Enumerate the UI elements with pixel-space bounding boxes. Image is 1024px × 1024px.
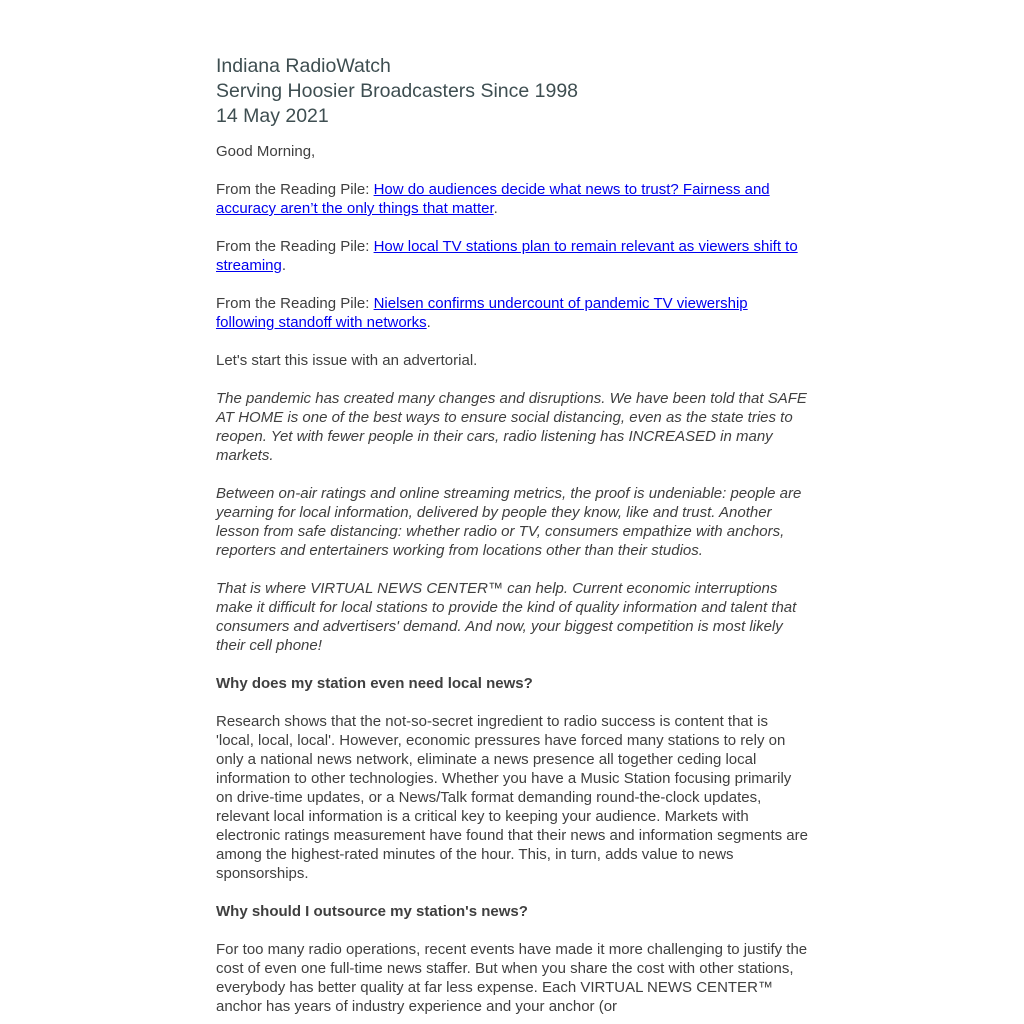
advertorial-paragraph-1: The pandemic has created many changes and disruptions. We have been told that SAFE AT HOME is one of the best ways to ensure social distancing, even as the state tries to reopen. Yet with fewer people in their cars, radio listening has INCREASED in many markets. (216, 390, 807, 464)
reading-pile-suffix: . (426, 314, 431, 331)
newsletter-content (216, 0, 808, 1016)
newsletter-header (216, 54, 808, 129)
advertorial-paragraph-2: Between on-air ratings and online streaming metrics, the proof is undeniable: people are yearning for local information, delivered by people they know, like and trust. Another lesson from safe distancing: whether radio or TV, consumers empathize with anchors, reporters and entertainers working from locations other than their studios. (216, 485, 802, 559)
advertorial-intro: Let's start this issue with an advertorial. (216, 352, 478, 369)
reading-pile-suffix: . (493, 200, 498, 217)
reading-pile-item (216, 237, 808, 275)
greeting-text: Good Morning, (216, 143, 316, 160)
reading-pile-link-nielsen-undercount[interactable]: Nielsen confirms undercount of pandemic TV viewership following standoff with networks (216, 295, 748, 331)
reading-pile-link-local-tv-streaming[interactable]: How local TV stations plan to remain relevant as viewers shift to streaming (216, 238, 798, 274)
section-heading-outsource-news: Why should I outsource my station's news? (216, 903, 528, 920)
reading-pile-prefix: From the Reading Pile: (216, 181, 374, 198)
reading-pile-item (216, 180, 808, 218)
newsletter-date: 14 May 2021 (216, 105, 329, 127)
section-heading-need-local-news: Why does my station even need local news? (216, 675, 533, 692)
reading-pile-suffix: . (281, 257, 287, 274)
reading-pile-item (216, 294, 808, 332)
reading-pile-link-audiences-trust[interactable]: How do audiences decide what news to trust? Fairness and accuracy aren’t the only things that matter (216, 181, 770, 217)
newsletter-title: Indiana RadioWatch (216, 55, 391, 77)
section-body-need-local-news: Research shows that the not-so-secret ingredient to radio success is content that is 'local, local, local'. However, economic pressures have forced many stations to rely on only a national news network, eliminate a news presence all together ceding local information to other technologies. Whether you have a Music Station focusing primarily on drive-time updates, or a News/Talk format demanding round-the-clock updates, relevant local information is a critical key to keeping your audience. Markets with electronic ratings measurement have found that their news and information segments are among the highest-rated minutes of the hour. This, in turn, adds value to news sponsorships. (216, 713, 808, 882)
reading-pile-prefix: From the Reading Pile: (216, 295, 374, 312)
reading-pile-prefix: From the Reading Pile: (216, 238, 374, 255)
newsletter-subtitle: Serving Hoosier Broadcasters Since 1998 (216, 80, 579, 102)
section-body-outsource-news: For too many radio operations, recent events have made it more challenging to justify the cost of even one full-time news staffer. But when you share the cost with other stations, everybody has better quality at far less expense. Each VIRTUAL NEWS CENTER™ anchor has years of industry experience and your anchor (or (216, 941, 808, 1015)
advertorial-paragraph-3: That is where VIRTUAL NEWS CENTER™ can help. Current economic interruptions make it difficult for local stations to provide the kind of quality information and talent that consumers and advertisers' demand. And now, your biggest competition is most likely their cell phone! (216, 580, 797, 654)
